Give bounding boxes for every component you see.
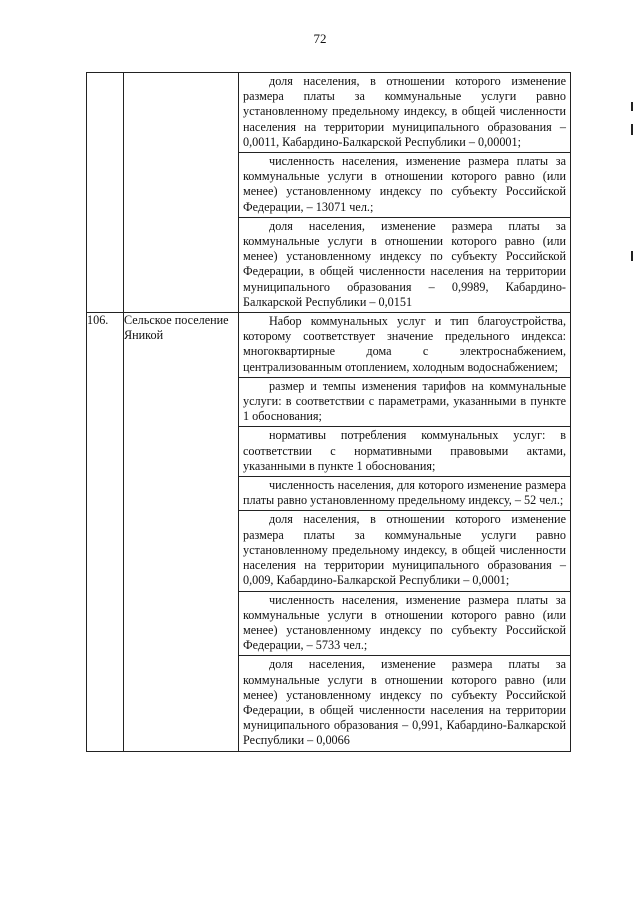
table-row: [87, 313, 571, 751]
row-number-cell: 106.: [87, 313, 124, 751]
scan-edge-mark: [631, 102, 633, 111]
description-paragraph: численность населения, изменение размера платы за коммунальные услуги в отношении которого равно (или менее) установленному индексу по субъекту Российской Федерации, – 13071 чел.;: [239, 153, 570, 218]
description-cell: [239, 73, 571, 313]
description-cell: [239, 313, 571, 751]
row-number-cell: [87, 73, 124, 313]
description-paragraph: Набор коммунальных услуг и тип благоустройства, которому соответствует значение предельного индекса: многоквартирные дома с электроснабжением, централизованным отоплением, холодным водоснабжением;: [239, 313, 570, 378]
description-paragraph: доля населения, в отношении которого изменение размера платы за коммунальные услуги равно установленному предельному индексу, в общей численности населения на территории муниципального образования – 0,0011, Кабардино-Балкарской Республики – 0,00001;: [239, 73, 570, 153]
scan-edge-mark: [631, 124, 633, 135]
municipality-name-cell: [124, 73, 239, 313]
document-table: [86, 72, 571, 752]
description-paragraph: численность населения, для которого изменение размера платы равно установленному предельному индексу, – 52 чел.;: [239, 477, 570, 511]
description-paragraph: размер и темпы изменения тарифов на коммунальные услуги: в соответствии с параметрами, указанными в пункте 1 обоснования;: [239, 378, 570, 428]
description-paragraph: численность населения, изменение размера платы за коммунальные услуги в отношении которого равно (или менее) установленному индексу по субъекту Российской Федерации, – 5733 чел.;: [239, 592, 570, 657]
description-paragraph: доля населения, изменение размера платы за коммунальные услуги в отношении которого равно (или менее) установленному индексу по субъекту Российской Федерации, в общей численности населения на территории муниципального образования – 0,991, Кабардино-Балкарской Республики – 0,0066: [243, 657, 566, 748]
table-row: [87, 73, 571, 313]
municipality-name-cell: Сельское поселение Яникой: [124, 313, 239, 751]
description-paragraph: нормативы потребления коммунальных услуг: в соответствии с нормативными правовыми актами, указанными в пункте 1 обоснования;: [239, 427, 570, 477]
description-paragraph: доля населения, изменение размера платы за коммунальные услуги в отношении которого равно (или менее) установленному индексу по субъекту Российской Федерации, в общей численности населения на территории муниципального образования – 0,9989, Кабардино-Балкарской Республики – 0,0151: [243, 218, 566, 309]
scan-edge-mark: [631, 251, 633, 261]
description-paragraph: доля населения, в отношении которого изменение размера платы за коммунальные услуги равно установленному предельному индексу, в общей численности населения на территории муниципального образования – 0,009, Кабардино-Балкарской Республики – 0,0001;: [239, 511, 570, 591]
page-number: 72: [313, 31, 327, 46]
